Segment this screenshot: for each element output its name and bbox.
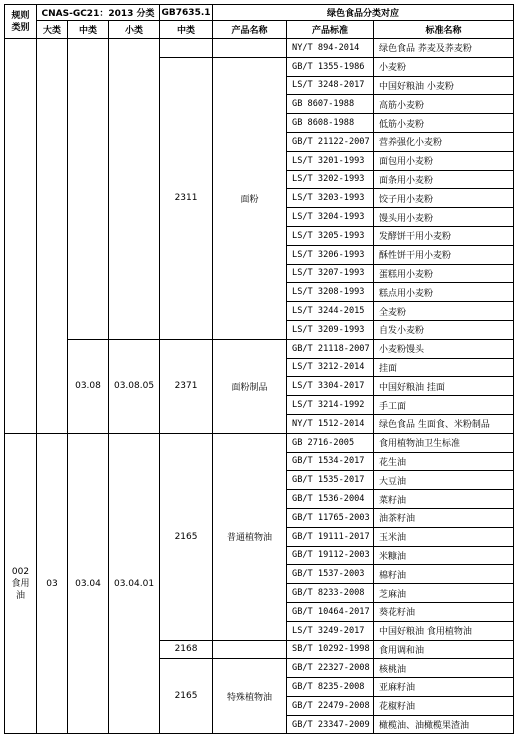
gb-mid-class-header: 中类 [160, 21, 213, 39]
standard-name: 中国好粮油 小麦粉 [374, 76, 514, 95]
small-class-cell: 03.08.05 [109, 339, 160, 433]
standard-code: LS/T 3304-2017 [287, 377, 374, 396]
standard-code: GB/T 21118-2007 [287, 339, 374, 358]
product-name-cell [213, 640, 287, 659]
standard-code: GB/T 21122-2007 [287, 132, 374, 151]
standard-code: GB/T 19111-2017 [287, 527, 374, 546]
standard-name: 菜籽油 [374, 490, 514, 509]
standard-code: LS/T 3214-1992 [287, 396, 374, 415]
small-class-header: 小类 [109, 21, 160, 39]
standard-name: 手工面 [374, 396, 514, 415]
standard-code: GB/T 1534-2017 [287, 452, 374, 471]
standard-code: NY/T 1512-2014 [287, 414, 374, 433]
standard-name: 蛋糕用小麦粉 [374, 264, 514, 283]
standard-code: GB/T 1355-1986 [287, 57, 374, 76]
big-class-header: 大类 [37, 21, 68, 39]
standard-code: NY/T 894-2014 [287, 39, 374, 58]
standard-code: LS/T 3208-1993 [287, 283, 374, 302]
standard-name: 低筋小麦粉 [374, 114, 514, 133]
gb-mid-class-cell: 2165 [160, 433, 213, 640]
standard-name: 中国好粮油 挂面 [374, 377, 514, 396]
cnas-group-header: CNAS-GC21：2013 分类 [37, 5, 160, 21]
product-name-cell [213, 39, 287, 58]
standard-code: SB/T 10292-1998 [287, 640, 374, 659]
mid-class-header: 中类 [68, 21, 109, 39]
standard-name: 亚麻籽油 [374, 678, 514, 697]
standard-code: GB/T 22327-2008 [287, 659, 374, 678]
standard-name: 花椒籽油 [374, 696, 514, 715]
gb-mid-class-cell: 2311 [160, 57, 213, 339]
rule-category-header: 规则 类别 [5, 5, 37, 39]
standard-code: GB/T 8235-2008 [287, 678, 374, 697]
table-row [5, 433, 514, 452]
gb-mid-class-cell [160, 39, 213, 58]
standard-name: 芝麻油 [374, 584, 514, 603]
standard-name: 酥性饼干用小麦粉 [374, 245, 514, 264]
standard-code: LS/T 3205-1993 [287, 226, 374, 245]
mid-class-cell [68, 39, 109, 340]
big-class-cell: 03 [37, 433, 68, 734]
classification-table [4, 4, 514, 734]
standard-name: 馒头用小麦粉 [374, 208, 514, 227]
gb-mid-class-cell: 2168 [160, 640, 213, 659]
standard-name: 花生油 [374, 452, 514, 471]
standard-name: 食用植物油卫生标准 [374, 433, 514, 452]
product-name-header: 产品名称 [213, 21, 287, 39]
standard-name: 大豆油 [374, 471, 514, 490]
standard-code: LS/T 3212-2014 [287, 358, 374, 377]
standard-code: GB/T 8233-2008 [287, 584, 374, 603]
standard-name: 食用调和油 [374, 640, 514, 659]
standard-name: 绿色食品 荞麦及荞麦粉 [374, 39, 514, 58]
standard-code: GB/T 10464-2017 [287, 602, 374, 621]
standard-name: 糕点用小麦粉 [374, 283, 514, 302]
standard-code: LS/T 3204-1993 [287, 208, 374, 227]
standard-code: GB 8608-1988 [287, 114, 374, 133]
mid-class-cell: 03.08 [68, 339, 109, 433]
standard-name: 面条用小麦粉 [374, 170, 514, 189]
standard-name: 高筋小麦粉 [374, 95, 514, 114]
mid-class-cell: 03.04 [68, 433, 109, 734]
gb-group-header: GB7635.1 [160, 5, 213, 21]
small-class-cell [109, 39, 160, 340]
standard-name: 绿色食品 生面食、米粉制品 [374, 414, 514, 433]
standard-name: 发酵饼干用小麦粉 [374, 226, 514, 245]
standard-code: LS/T 3202-1993 [287, 170, 374, 189]
standard-name: 营养强化小麦粉 [374, 132, 514, 151]
rule-category-cell [5, 39, 37, 434]
product-name-cell: 特殊植物油 [213, 659, 287, 734]
standard-code: GB/T 19112-2003 [287, 546, 374, 565]
standard-code: GB/T 1536-2004 [287, 490, 374, 509]
standard-name: 橄榄油、油橄榄果渣油 [374, 715, 514, 734]
green-group-header: 绿色食品分类对应 [213, 5, 514, 21]
standard-name-header: 标准名称 [374, 21, 514, 39]
standard-name: 全麦粉 [374, 302, 514, 321]
standard-code: LS/T 3203-1993 [287, 189, 374, 208]
table-row [5, 339, 514, 358]
standard-code: GB/T 23347-2009 [287, 715, 374, 734]
rule-category-cell: 002 食用 油 [5, 433, 37, 734]
standard-name: 小麦粉馒头 [374, 339, 514, 358]
standard-name: 核桃油 [374, 659, 514, 678]
standard-code: LS/T 3249-2017 [287, 621, 374, 640]
gb-mid-class-cell: 2371 [160, 339, 213, 433]
small-class-cell: 03.04.01 [109, 433, 160, 734]
standard-name: 中国好粮油 食用植物油 [374, 621, 514, 640]
product-standard-header: 产品标准 [287, 21, 374, 39]
standard-code: LS/T 3248-2017 [287, 76, 374, 95]
standard-code: LS/T 3206-1993 [287, 245, 374, 264]
standard-name: 葵花籽油 [374, 602, 514, 621]
standard-code: GB/T 11765-2003 [287, 508, 374, 527]
standard-name: 小麦粉 [374, 57, 514, 76]
standard-name: 自发小麦粉 [374, 320, 514, 339]
big-class-cell [37, 39, 68, 434]
product-name-cell: 普通植物油 [213, 433, 287, 640]
standard-name: 油茶籽油 [374, 508, 514, 527]
standard-code: GB/T 1535-2017 [287, 471, 374, 490]
standard-name: 玉米油 [374, 527, 514, 546]
standard-code: LS/T 3207-1993 [287, 264, 374, 283]
standard-code: GB 8607-1988 [287, 95, 374, 114]
standard-name: 棉籽油 [374, 565, 514, 584]
standard-code: GB/T 1537-2003 [287, 565, 374, 584]
standard-name: 挂面 [374, 358, 514, 377]
standard-code: LS/T 3209-1993 [287, 320, 374, 339]
gb-mid-class-cell: 2165 [160, 659, 213, 734]
standard-code: LS/T 3244-2015 [287, 302, 374, 321]
standard-code: GB 2716-2005 [287, 433, 374, 452]
standard-name: 米糠油 [374, 546, 514, 565]
product-name-cell: 面粉 [213, 57, 287, 339]
standard-name: 饺子用小麦粉 [374, 189, 514, 208]
table-row [5, 39, 514, 58]
standard-code: LS/T 3201-1993 [287, 151, 374, 170]
standard-code: GB/T 22479-2008 [287, 696, 374, 715]
product-name-cell: 面粉制品 [213, 339, 287, 433]
standard-name: 面包用小麦粉 [374, 151, 514, 170]
